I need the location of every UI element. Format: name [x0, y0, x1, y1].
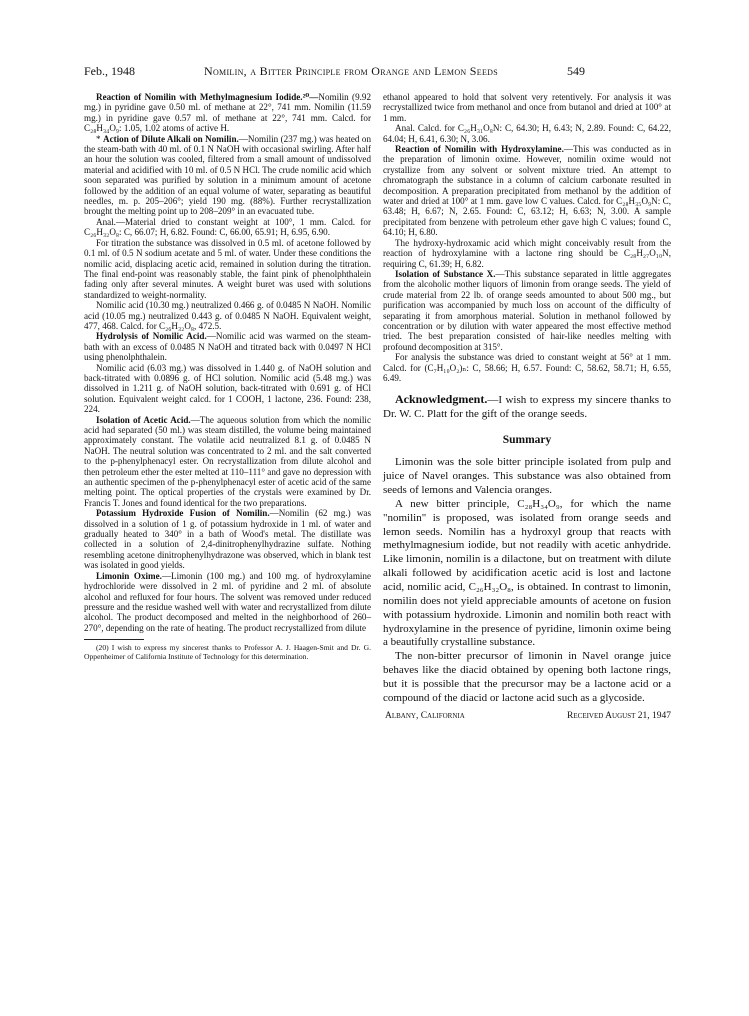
summary-paragraph: The non-bitter precursor of limonin in Navel orange juice behaves like the diacid obtained by opening both lactone rings, but it is possible that the precursor may be a lactone acid or a compound of the diacid or lactone acid such as a glycoside.: [383, 650, 671, 704]
summary-paragraph: A new bitter principle, C₂₈H₃₄O₉, for which the name "nomilin" is proposed, was isolated from orange seeds and lemon seeds. Nomilin has a hydroxyl group that reacts with methylmagnesium iodide, but not readily with acetic anhydride. Like limonin, nomilin is a dilactone, but on treatment with dilute alkali followed by acidification acetic acid is lost and lactone acid, nomilic acid, C₂₆H₃₂O₈, is obtained. In contrast to limonin, nomilin does not yield appreciable amounts of acetone on fusion with potassium hydroxide. Limonin and nomilin both react with hydroxylamine in the presence of pyridine, limonin oxime being a beautifully crystalline substance.: [383, 497, 671, 649]
paragraph-analysis: Anal.—Material dried to constant weight at 100°, 1 mm. Calcd. for C₂₆H₃₂O₈: C, 66.07; H, 6.82. Found: C, 66.00, 65.91; H, 6.95, 6.90.: [84, 216, 371, 238]
summary-heading: Summary: [502, 434, 552, 447]
received-date: Received August 21, 1947: [567, 710, 671, 721]
signature-line: [383, 711, 671, 721]
paragraph-methylmagnesium: Reaction of Nomilin with Methylmagnesium Iodide.²⁰—Nomilin (9.92 mg.) in pyridine gave 0.50 ml. of methane at 22°, 741 mm. Nomilin (11.59 mg.) in pyridine gave 0.57 ml. of methane at 22°, 741 mm. Calcd. for C₂₈H₃₄O₉: 1.05, 1.02 atoms of active H.: [84, 92, 372, 134]
summary-body: [383, 456, 671, 705]
paragraph-hydrolysis-data: Nomilic acid (6.03 mg.) was dissolved in 1.440 g. of NaOH solution and back-titrated with 0.0896 g. of HCl solution. Nomilic acid (5.48 mg.) was dissolved in 1.211 g. of NaOH solution, back-titrated with 0.691 g. of HCl solution. Equivalent weight calcd. for 1 COOH, 1 lactone, 236. Found: 238, 224.: [84, 362, 371, 415]
paragraph-hydroxylamine: Reaction of Nomilin with Hydroxylamine.—This was conducted as in the preparation of limonin oxime. However, nomilin oxime would not crystallize from any solvent or solvent mixture tried. An attempt to chromatograph the substance in a column of calcium carbonate resulted in decomposition. A preparation precipitated from methanol by the addition of water and dried at 100° at 1 mm. gave low C values. Calcd. for C₂₈H₃₅O₉N: C, 63.48; H, 6.67; N, 2.65. Found: C, 63.12; H, 6.63; N, 3.00. A sample precipitated from benzene with petroleum ether gave high C values; found C, 64.10; H, 6.80.: [383, 144, 671, 238]
left-column: [84, 92, 371, 661]
paragraph-substance-x-analysis: For analysis the substance was dried to constant weight at 56° at 1 mm. Calcd. for (C₇H₁₀O₂)ₙ: C, 58.66; H, 6.57. Found: C, 58.62, 58.71; H, 6.55, 6.49.: [383, 352, 671, 383]
author-location: Albany, California: [385, 710, 465, 721]
paragraph-ethanol: ethanol appeared to hold that solvent very retentively. For analysis it was recrystallized twice from methanol and once from butanol and dried at 100° at 1 mm.: [383, 92, 671, 123]
paragraph-titration: For titration the substance was dissolved in 0.5 ml. of acetone followed by 0.1 ml. of 0.5 N sodium acetate and 5 ml. of water. Under these conditions the nomilic acid, displacing acetic acid, remained in solution during the titration. The final end-point was reasonably stable, the faint pink of phenolphthalein fading only after several minutes. A weight buret was used with solutions standardized to weight-normality.: [84, 237, 371, 300]
page-number: 549: [566, 64, 585, 78]
experimental-continued: [383, 92, 671, 383]
paragraph-oxime-analysis: Anal. Calcd. for C₂₆H₃₁O₈N: C, 64.30; H, 6.43; N, 2.89. Found: C, 64.22, 64.04; H, 6.41, 6.30; N, 3.06.: [383, 123, 671, 144]
paragraph-acetic-acid: Isolation of Acetic Acid.—The aqueous solution from which the nomilic acid had separated (50 ml.) was steam distilled, the volume being maintained approximately constant. The volatile acid neutralized 8.1 g. of 0.0485 N NaOH. The neutral solution was concentrated to 2 ml. and the salt converted to the p-phenylphenacyl ester. On recrystallization from dilute alcohol and then petroleum ether the ester melted at 110–111° and gave no depression with an authentic specimen of the p-phenylphenacyl ester of acetic acid of the same melting point. The optical properties of the crystals were examined by Dr. Francis T. Jones and found identical for the two preparations.: [84, 414, 371, 508]
paragraph-limonin-oxime: Limonin Oxime.—Limonin (100 mg.) and 100 mg. of hydroxylamine hydrochloride were dissolved in 2 ml. of pyridine and 2 ml. of absolute alcohol and refluxed for four hours. The solvent was removed under reduced pressure and the residue washed well with water and recrystallized from dilute alcohol. The product decomposed and melted in the neighborhood of 260–270°, depending on the rate of heating. The product recrystallized from dilute: [84, 570, 371, 633]
paragraph-hydroxamic-acid: The hydroxy-hydroxamic acid which might conceivably result from the reaction of hydroxylamine with a lactone ring should be C₂₈H₂₇O₁₀N, requiring C, 61.39; H, 6.82.: [383, 237, 671, 269]
acknowledgment: Acknowledgment.—I wish to express my sincere thanks to Dr. W. C. Platt for the gift of the orange seeds.: [383, 392, 671, 421]
paragraph-hydrolysis: Hydrolysis of Nomilic Acid.—Nomilic acid was warmed on the steam-bath with an excess of 0.0485 N NaOH and titrated back with 0.0497 N HCl using phenolphthalein.: [84, 331, 372, 363]
header-date: Feb., 1948: [84, 64, 135, 78]
paragraph-koh-fusion: Potassium Hydroxide Fusion of Nomilin.—Nomilin (62 mg.) was dissolved in a solution of 1 g. of potassium hydroxide in 1 ml. of water and gradually heated to 340° in a bath of Wood's metal. The distillate was collected in a solution of 2,4-dinitrophenylhydrazine sulfate. Nothing resembling acetone dinitrophenylhydrazone was observed, which in blank test was isolated in good yields.: [84, 508, 371, 571]
footnote-rule: [84, 639, 144, 640]
footnote: (20) I wish to express my sincerest thanks to Professor A. J. Haagen-Smit and Dr. G. Oppenheimer of California Institute of Technology for this determination.: [84, 643, 371, 662]
paragraph-dilute-alkali: * Action of Dilute Alkali on Nomilin.—Nomilin (237 mg.) was heated on the steam-bath with 40 ml. of 0.1 N NaOH with occasional swirling. After half an hour the solution was cooled, filtered from a small amount of undissolved material and acidified with 10 ml. of 0.5 N HCl. The crude nomilic acid which soon separated was purified by solution in a minimum amount of acetone followed by the addition of an equal volume of water, separating as beautiful needles, m. p. 205–206°; yield 190 mg. (88%). Further recrystallization brought the melting point up to 208–209° in an evacuated tube.: [84, 133, 371, 217]
right-column: [383, 92, 671, 721]
summary-paragraph: Limonin was the sole bitter principle isolated from pulp and juice of Navel oranges. This substance was also obtained from seeds of lemons and Valencia oranges.: [383, 456, 671, 497]
paragraph-substance-x: Isolation of Substance X.—This substance separated in little aggregates from the alcoholic mother liquors of limonin from orange seeds. The yield of crude material from 22 lb. of orange seeds amounted to about 500 mg., but purification was accompanied by much loss on account of the difficulty of separating it from amorphous material. Solution in methanol followed by concentration or by dilution with water appeared the most effective method tried. The best preparation consisted of hair-like needles melting with profound decomposition at 315°.: [383, 268, 671, 352]
running-head: [84, 64, 585, 78]
header-title: Nomilin, a Bitter Principle from Orange and Lemon Seeds: [204, 64, 498, 78]
paragraph-equivalent-weight: Nomilic acid (10.30 mg.) neutralized 0.466 g. of 0.0485 N NaOH. Nomilic acid (10.05 mg.) neutralized 0.443 g. of 0.0485 N NaOH. Equivalent weight, 477, 468. Calcd. for C₂₆H₃₂O₈, 472.5.: [84, 300, 371, 331]
